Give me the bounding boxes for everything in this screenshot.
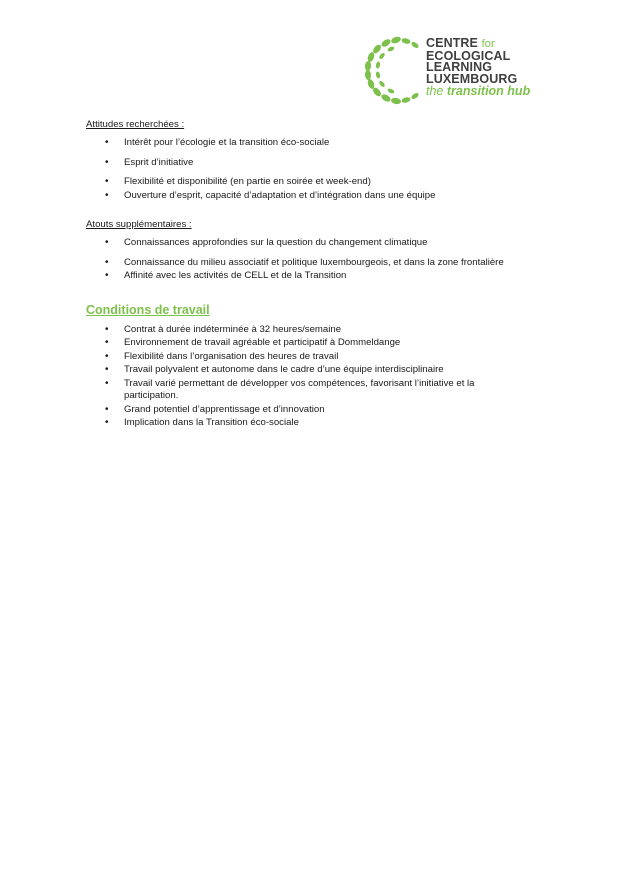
logo-line-2: ECOLOGICAL: [426, 48, 511, 63]
logo-wordmark: [426, 38, 530, 98]
list-item: • Contrat à durée indéterminée à 32 heures/semaine: [86, 324, 530, 337]
atouts-heading: Atouts supplémentaires :: [86, 219, 192, 230]
logo-line-3: LEARNING: [426, 60, 493, 75]
list-item: • Flexibilité dans l’organisation des heures de travail: [86, 351, 530, 364]
list-item: • Intérêt pour l’écologie et la transition éco-sociale: [86, 137, 530, 150]
logo-line-1: CENTRE: [426, 36, 478, 50]
document-body: [86, 119, 530, 431]
list-item: • Implication dans la Transition éco-sociale: [86, 417, 530, 430]
conditions-list: [86, 324, 530, 430]
cell-logo: [360, 34, 560, 106]
logo-line-1-small: for: [481, 38, 495, 50]
logo-tagline-bold: transition hub: [446, 84, 531, 99]
list-item: • Travail varié permettant de développer vos compétences, favorisant l’initiative et la participation.: [86, 378, 530, 403]
list-item: • Travail polyvalent et autonome dans le cadre d’une équipe interdisciplinaire: [86, 364, 530, 377]
list-item: • Grand potentiel d’apprentissage et d’innovation: [86, 404, 530, 417]
atouts-list: [86, 237, 530, 283]
list-item: • Flexibilité et disponibilité (en partie en soirée et week-end): [86, 176, 530, 189]
list-item: • Environnement de travail agréable et participatif à Dommeldange: [86, 337, 530, 350]
list-item: • Connaissances approfondies sur la question du changement climatique: [86, 237, 530, 250]
list-item: • Affinité avec les activités de CELL et de la Transition: [86, 270, 530, 283]
logo-line-4: LUXEMBOURG: [426, 71, 518, 86]
attitudes-heading: Attitudes recherchées :: [86, 119, 185, 130]
leaf-c-logo-icon: [360, 34, 424, 106]
conditions-title: Conditions de travail: [86, 302, 210, 317]
list-item: • Ouverture d’esprit, capacité d’adaptation et d’intégration dans une équipe: [86, 190, 530, 203]
list-item: • Connaissance du milieu associatif et politique luxembourgeois, et dans la zone frontalière: [86, 257, 530, 270]
logo-tagline-light: the: [426, 84, 444, 99]
attitudes-list: [86, 137, 530, 202]
list-item: • Esprit d’initiative: [86, 157, 530, 170]
